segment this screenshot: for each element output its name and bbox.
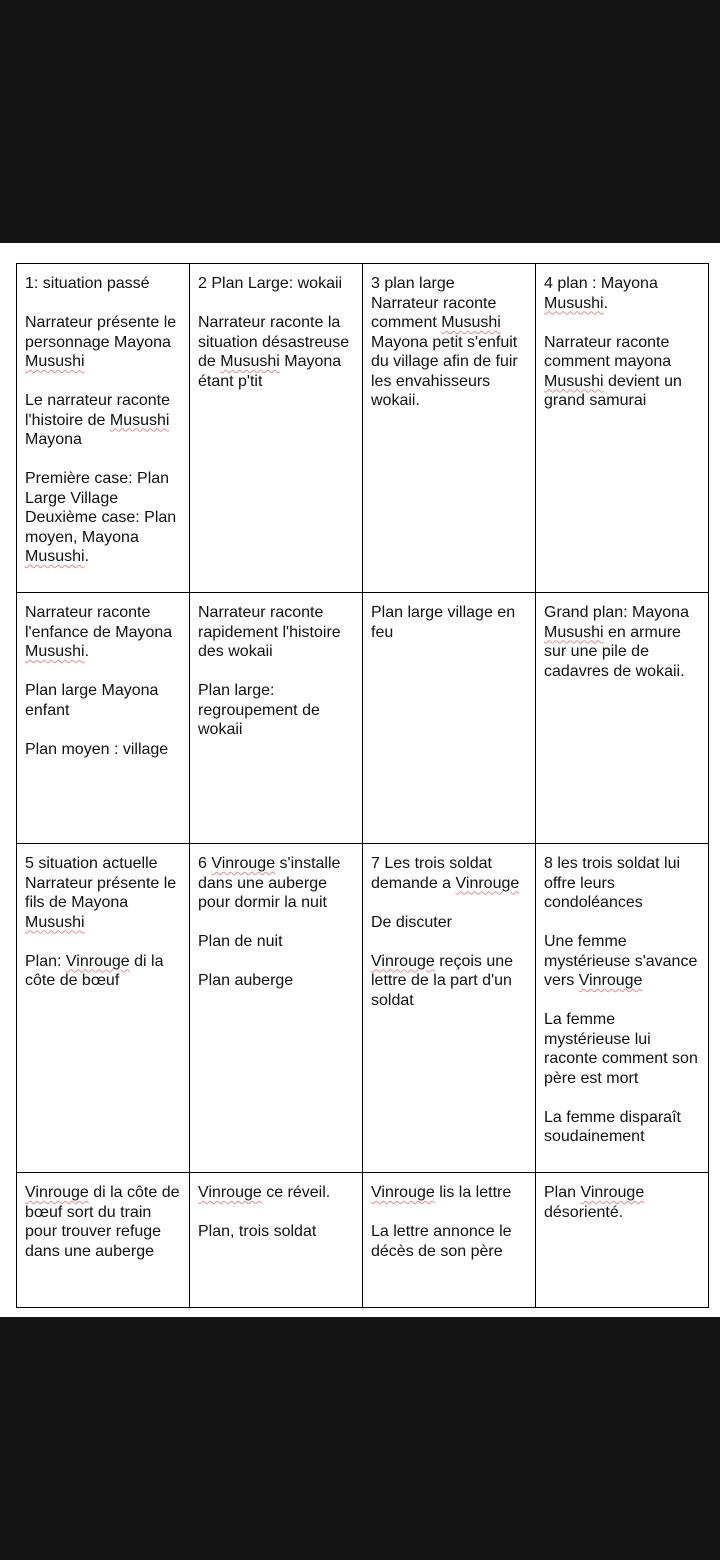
spellcheck-word: Musushi	[109, 411, 170, 429]
document-page	[0, 243, 720, 1317]
spellcheck-word: Vinrouge	[65, 952, 130, 970]
table-cell[interactable]: 2 Plan Large: wokaii Narrateur raconte la situation désastreuse de Musushi Mayona étant p'tit	[190, 264, 363, 593]
table-row	[17, 844, 709, 1173]
spellcheck-word: Musushi	[25, 353, 85, 370]
table-cell[interactable]: Narrateur raconte l'enfance de Mayona Musushi. Plan large Mayona enfant Plan moyen : village	[17, 593, 190, 844]
storyboard-table	[16, 263, 709, 1308]
table-cell[interactable]: Vinrouge ce réveil. Plan, trois soldat	[190, 1173, 363, 1308]
table-cell[interactable]: 4 plan : Mayona Musushi. Narrateur raconte comment mayona Musushi devient un grand samurai	[536, 264, 709, 593]
table-cell[interactable]: 3 plan large Narrateur raconte comment Musushi Mayona petit s'enfuit du village afin de fuir les envahisseurs wokaii.	[363, 264, 536, 593]
table-row	[17, 264, 709, 593]
spellcheck-word: Vinrouge	[198, 1184, 262, 1201]
table-cell[interactable]: 1: situation passé Narrateur présente le personnage Mayona Musushi Le narrateur raconte l'histoire de Musushi Mayona Première case: Plan Large Village Deuxième case: Plan moyen, Mayona Musushi.	[17, 264, 190, 593]
table-cell[interactable]: Vinrouge di la côte de bœuf sort du train pour trouver refuge dans une auberge	[17, 1173, 190, 1308]
table-row	[17, 593, 709, 844]
spellcheck-word: Vinrouge	[371, 952, 435, 970]
table-cell[interactable]: Plan Vinrouge désorienté.	[536, 1173, 709, 1308]
table-cell[interactable]: Vinrouge lis la lettre La lettre annonce le décès de son père	[363, 1173, 536, 1308]
spellcheck-word: Vinrouge	[578, 972, 643, 989]
spellcheck-word: Vinrouge	[580, 1184, 645, 1201]
table-cell[interactable]: 7 Les trois soldat demande a Vinrouge De discuter Vinrouge reçois une lettre de la part d'un soldat	[363, 844, 536, 1173]
spellcheck-word: Musushi	[544, 294, 604, 312]
table-cell[interactable]: Plan large village en feu	[363, 593, 536, 844]
spellcheck-word: Vinrouge	[211, 855, 276, 872]
table-cell[interactable]: 8 les trois soldat lui offre leurs condoléances Une femme mystérieuse s'avance vers Vinrouge La femme mystérieuse lui raconte comment son père est mort La femme disparaît soudainement	[536, 844, 709, 1173]
spellcheck-word: Musushi	[544, 623, 604, 641]
spellcheck-word: Vinrouge	[25, 1184, 89, 1201]
spellcheck-word: Musushi	[25, 643, 85, 660]
table-cell[interactable]: Grand plan: Mayona Musushi en armure sur une pile de cadavres de wokaii.	[536, 593, 709, 844]
table-cell[interactable]: 6 Vinrouge s'installe dans une auberge pour dormir la nuit Plan de nuit Plan auberge	[190, 844, 363, 1173]
table-cell[interactable]: 5 situation actuelle Narrateur présente le fils de Mayona Musushi Plan: Vinrouge di la côte de bœuf	[17, 844, 190, 1173]
spellcheck-word: Vinrouge	[371, 1184, 435, 1201]
spellcheck-word: Musushi	[441, 314, 501, 331]
spellcheck-word: Vinrouge	[455, 874, 520, 892]
spellcheck-word: Musushi	[25, 548, 85, 565]
spellcheck-word: Musushi	[25, 913, 85, 931]
spellcheck-word: Musushi	[544, 372, 604, 390]
table-row	[17, 1173, 709, 1308]
spellcheck-word: Musushi	[220, 353, 280, 370]
table-cell[interactable]: Narrateur raconte rapidement l'histoire des wokaii Plan large: regroupement de wokaii	[190, 593, 363, 844]
